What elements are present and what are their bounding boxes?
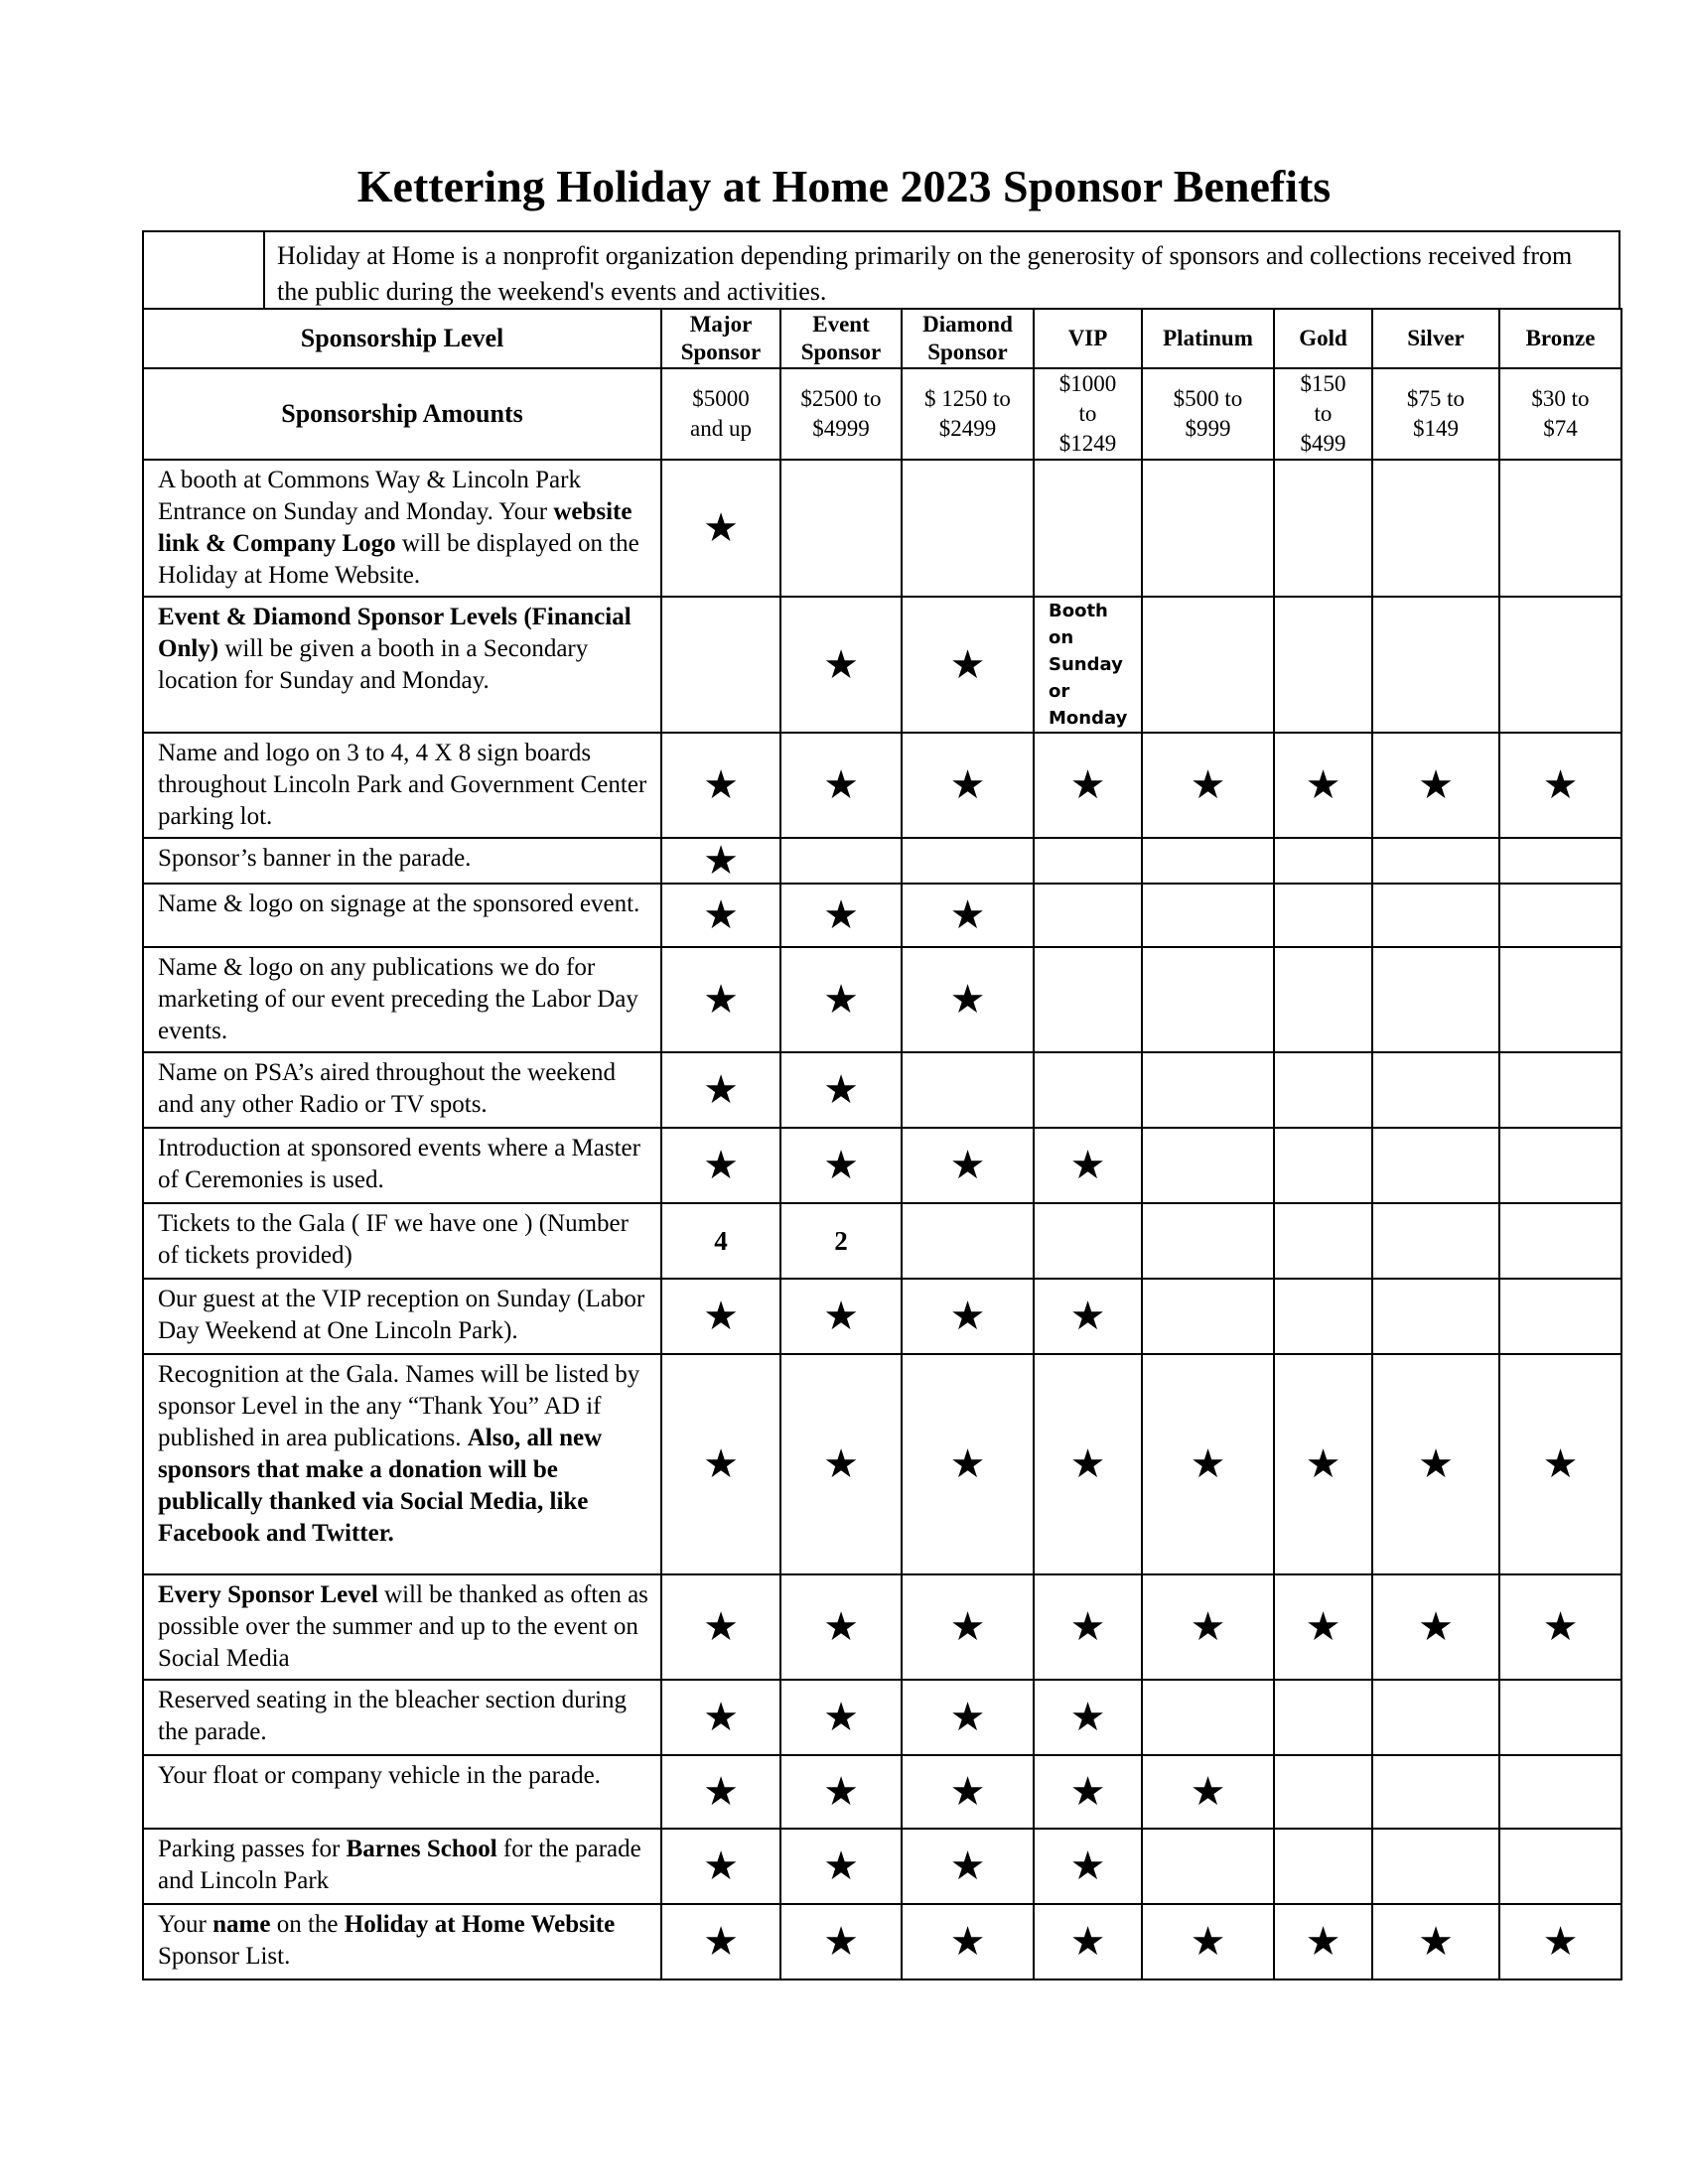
amount-text: $30 to [1531, 386, 1590, 411]
empty-cell [902, 838, 1034, 884]
empty-cell [1499, 1052, 1621, 1128]
benefit-text: on the [270, 1911, 345, 1938]
amount-text: $75 to [1406, 386, 1466, 411]
star-icon: ★ [661, 1052, 780, 1128]
star-icon: ★ [661, 1279, 780, 1354]
level-name: Bronze [1525, 326, 1596, 350]
level-header-row [143, 309, 1621, 368]
empty-cell [1142, 1279, 1274, 1354]
amount-header-0 [661, 368, 780, 460]
benefit-text: will be given a booth in a Secondary location for Sunday and Monday. [158, 635, 589, 694]
benefit-row [143, 838, 1621, 884]
empty-cell [1274, 460, 1372, 597]
benefit-description [143, 1052, 661, 1128]
level-name: VIP [1067, 326, 1108, 350]
star-icon: ★ [1372, 1904, 1499, 1979]
amount-header-7 [1499, 368, 1621, 460]
amount-text: $499 [1300, 431, 1346, 456]
empty-cell [1274, 884, 1372, 947]
benefit-text-bold: Every Sponsor Level [158, 1581, 378, 1608]
star-icon: ★ [902, 733, 1034, 838]
empty-cell [1274, 1128, 1372, 1203]
benefits-table [142, 308, 1622, 1980]
benefit-description [143, 884, 661, 947]
level-name: Gold [1299, 326, 1347, 350]
star-icon: ★ [780, 1052, 902, 1128]
benefit-description [143, 733, 661, 838]
benefit-description [143, 1904, 661, 1979]
level-name: Diamond [922, 312, 1013, 337]
empty-cell [1499, 1755, 1621, 1829]
amount-header-2 [902, 368, 1034, 460]
amount-text: $150 [1300, 371, 1346, 396]
star-icon: ★ [780, 1574, 902, 1680]
star-icon: ★ [902, 1574, 1034, 1680]
benefit-text: Sponsor’s banner in the parade. [158, 845, 472, 872]
ticket-count: 4 [661, 1203, 780, 1279]
benefit-row [143, 1829, 1621, 1904]
benefit-description [143, 460, 661, 597]
benefit-text: Your [158, 1911, 213, 1938]
star-icon: ★ [1034, 733, 1142, 838]
empty-cell [1372, 597, 1499, 733]
benefit-text: Your float or company vehicle in the parade. [158, 1762, 601, 1789]
star-icon: ★ [1034, 1279, 1142, 1354]
star-icon: ★ [1372, 1354, 1499, 1574]
benefit-description [143, 838, 661, 884]
benefit-text: Tickets to the Gala ( IF we have one ) (Number of tickets provided) [158, 1210, 629, 1269]
star-icon: ★ [780, 947, 902, 1052]
empty-cell [1372, 1829, 1499, 1904]
benefit-text: Introduction at sponsored events where a Master of Ceremonies is used. [158, 1135, 640, 1193]
benefit-text-bold: name [212, 1911, 271, 1938]
empty-cell [1274, 597, 1372, 733]
intro-blank-cell [144, 232, 265, 308]
empty-cell [1142, 460, 1274, 597]
empty-cell [1372, 1128, 1499, 1203]
empty-cell [1372, 947, 1499, 1052]
star-icon: ★ [780, 1128, 902, 1203]
level-header-5 [1274, 309, 1372, 368]
benefit-row [143, 1904, 1621, 1979]
amount-header-3 [1034, 368, 1142, 460]
benefit-row [143, 460, 1621, 597]
level-header-7 [1499, 309, 1621, 368]
benefit-text: Recognition at the Gala. Names will be listed by sponsor Level in the any “Thank You” AD if published in area publications. [158, 1361, 640, 1451]
level-name: Major [689, 312, 753, 337]
star-icon: ★ [1274, 1354, 1372, 1574]
star-icon: ★ [1034, 1128, 1142, 1203]
empty-cell [1499, 1203, 1621, 1279]
sponsorship-level-label: Sponsorship Level [143, 309, 661, 368]
benefit-text: Reserved seating in the bleacher section during the parade. [158, 1687, 628, 1745]
benefit-row [143, 884, 1621, 947]
star-icon: ★ [1034, 1680, 1142, 1755]
empty-cell [1499, 460, 1621, 597]
star-icon: ★ [1034, 1755, 1142, 1829]
star-icon: ★ [780, 597, 902, 733]
benefit-text: for the parade and Lincoln Park [158, 1836, 641, 1894]
empty-cell [1274, 1680, 1372, 1755]
benefit-description [143, 1755, 661, 1829]
star-icon: ★ [902, 1904, 1034, 1979]
star-icon: ★ [1142, 1354, 1274, 1574]
star-icon: ★ [780, 1755, 902, 1829]
star-icon: ★ [1499, 1354, 1621, 1574]
level-header-3 [1034, 309, 1142, 368]
amount-text: to [1314, 401, 1333, 426]
empty-cell [1142, 597, 1274, 733]
star-icon: ★ [1034, 1904, 1142, 1979]
level-header-2 [902, 309, 1034, 368]
star-icon: ★ [902, 1755, 1034, 1829]
star-icon: ★ [780, 733, 902, 838]
star-icon: ★ [661, 947, 780, 1052]
star-icon: ★ [902, 1279, 1034, 1354]
star-icon: ★ [780, 1279, 902, 1354]
star-icon: ★ [902, 947, 1034, 1052]
star-icon: ★ [1034, 1574, 1142, 1680]
empty-cell [1034, 947, 1142, 1052]
amount-text: $1000 [1058, 371, 1117, 396]
star-icon: ★ [902, 1128, 1034, 1203]
benefit-description [143, 1829, 661, 1904]
star-icon: ★ [1499, 733, 1621, 838]
ticket-count: 2 [780, 1203, 902, 1279]
benefit-text-bold: Also, all new sponsors that make a donation will be publically thanked via Social Media, like Facebook and Twitter. [158, 1425, 603, 1547]
empty-cell [1499, 597, 1621, 733]
star-icon: ★ [1142, 1755, 1274, 1829]
benefit-note: Booth on Sunday or Monday [1034, 597, 1142, 733]
level-name-line2: Sponsor [927, 340, 1008, 364]
amount-text: $74 [1543, 416, 1578, 441]
star-icon: ★ [661, 1680, 780, 1755]
benefit-text: will be thanked as often as possible over the summer and up to the event on Social Media [158, 1581, 648, 1672]
benefit-text: Name and logo on 3 to 4, 4 X 8 sign boards throughout Lincoln Park and Government Center parking lot. [158, 740, 647, 830]
amount-text: $999 [1185, 416, 1231, 441]
empty-cell [1499, 947, 1621, 1052]
empty-cell [1142, 1829, 1274, 1904]
amount-text: to [1078, 401, 1097, 426]
level-header-4 [1142, 309, 1274, 368]
intro-box [142, 230, 1620, 310]
empty-cell [1499, 838, 1621, 884]
empty-cell [1372, 1755, 1499, 1829]
benefit-row [143, 597, 1621, 733]
level-name-line2: Sponsor [800, 340, 882, 364]
star-icon: ★ [661, 1755, 780, 1829]
empty-cell [1499, 1128, 1621, 1203]
star-icon: ★ [780, 1680, 902, 1755]
empty-cell [1499, 1279, 1621, 1354]
empty-cell [1372, 884, 1499, 947]
benefit-row [143, 1755, 1621, 1829]
benefit-text-bold: Event & Diamond Sponsor Levels (Financial Only) [158, 604, 632, 662]
empty-cell [1274, 1829, 1372, 1904]
benefit-description [143, 1354, 661, 1574]
amount-text: and up [690, 416, 752, 441]
benefit-row [143, 1052, 1621, 1128]
empty-cell [1034, 460, 1142, 597]
star-icon: ★ [780, 1829, 902, 1904]
empty-cell [1142, 947, 1274, 1052]
benefit-description [143, 1680, 661, 1755]
star-icon: ★ [661, 1829, 780, 1904]
star-icon: ★ [661, 1128, 780, 1203]
empty-cell [902, 1203, 1034, 1279]
benefit-row [143, 1203, 1621, 1279]
amount-header-5 [1274, 368, 1372, 460]
benefit-description [143, 1128, 661, 1203]
star-icon: ★ [661, 1904, 780, 1979]
benefit-description [143, 597, 661, 733]
benefit-text-bold: Barnes School [346, 1836, 497, 1862]
star-icon: ★ [1372, 733, 1499, 838]
star-icon: ★ [1499, 1574, 1621, 1680]
empty-cell [1142, 1128, 1274, 1203]
benefit-row [143, 1574, 1621, 1680]
star-icon: ★ [1499, 1904, 1621, 1979]
level-name: Silver [1407, 326, 1465, 350]
empty-cell [780, 460, 902, 597]
benefit-text: will be displayed on the Holiday at Home Website. [158, 530, 639, 589]
empty-cell [1372, 1680, 1499, 1755]
empty-cell [1274, 1203, 1372, 1279]
intro-text: Holiday at Home is a nonprofit organization depending primarily on the generosity of sponsors and collections received from the public during the weekend's events and activities. [277, 241, 1573, 306]
star-icon: ★ [1274, 1574, 1372, 1680]
benefit-row [143, 1279, 1621, 1354]
benefit-text: Parking passes for [158, 1836, 347, 1862]
benefit-row [143, 947, 1621, 1052]
amount-text: $ 1250 to [924, 386, 1011, 411]
benefit-text: Sponsor List. [158, 1943, 291, 1970]
empty-cell [1034, 1203, 1142, 1279]
benefit-text-bold: website link & Company Logo [158, 498, 633, 557]
star-icon: ★ [902, 1829, 1034, 1904]
amount-text: $5000 [692, 386, 750, 411]
star-icon: ★ [780, 1904, 902, 1979]
star-icon: ★ [902, 884, 1034, 947]
star-icon: ★ [661, 884, 780, 947]
amount-header-4 [1142, 368, 1274, 460]
amount-text: $2499 [938, 416, 997, 441]
benefit-text: Name on PSA’s aired throughout the weekend and any other Radio or TV spots. [158, 1059, 617, 1118]
empty-cell [1034, 838, 1142, 884]
empty-cell [1372, 1203, 1499, 1279]
benefit-text: Our guest at the VIP reception on Sunday (Labor Day Weekend at One Lincoln Park). [158, 1286, 645, 1344]
empty-cell [902, 460, 1034, 597]
empty-cell [1142, 1052, 1274, 1128]
level-name: Platinum [1163, 326, 1253, 350]
empty-cell [1034, 884, 1142, 947]
empty-cell [1034, 1052, 1142, 1128]
empty-cell [1142, 838, 1274, 884]
level-header-6 [1372, 309, 1499, 368]
star-icon: ★ [780, 884, 902, 947]
sponsorship-amounts-label: Sponsorship Amounts [143, 368, 661, 460]
benefit-text-bold: Holiday at Home Website [344, 1911, 616, 1938]
benefit-row [143, 1128, 1621, 1203]
star-icon: ★ [1034, 1354, 1142, 1574]
empty-cell [1142, 1203, 1274, 1279]
empty-cell [1274, 1052, 1372, 1128]
amount-text: $2500 to [800, 386, 882, 411]
star-icon: ★ [1274, 1904, 1372, 1979]
empty-cell [1274, 1755, 1372, 1829]
empty-cell [1372, 1279, 1499, 1354]
empty-cell [1274, 947, 1372, 1052]
level-header-0 [661, 309, 780, 368]
amount-header-1 [780, 368, 902, 460]
star-icon: ★ [902, 1680, 1034, 1755]
amount-header-row [143, 368, 1621, 460]
star-icon: ★ [661, 1354, 780, 1574]
star-icon: ★ [661, 1574, 780, 1680]
star-icon: ★ [1372, 1574, 1499, 1680]
empty-cell [1274, 1279, 1372, 1354]
amount-text: $1249 [1058, 431, 1117, 456]
star-icon: ★ [902, 1354, 1034, 1574]
benefit-description [143, 1203, 661, 1279]
level-header-1 [780, 309, 902, 368]
empty-cell [1372, 460, 1499, 597]
level-name-line2: Sponsor [680, 340, 762, 364]
amount-header-6 [1372, 368, 1499, 460]
benefit-description [143, 1574, 661, 1680]
empty-cell [780, 838, 902, 884]
benefit-text: A booth at Commons Way & Lincoln Park Entrance on Sunday and Monday. Your [158, 467, 581, 525]
star-icon: ★ [1142, 733, 1274, 838]
star-icon: ★ [1142, 1574, 1274, 1680]
empty-cell [1372, 1052, 1499, 1128]
empty-cell [1499, 1680, 1621, 1755]
amount-text: $4999 [812, 416, 870, 441]
amount-text: $500 to [1173, 386, 1243, 411]
star-icon: ★ [1142, 1904, 1274, 1979]
empty-cell [1274, 838, 1372, 884]
star-icon: ★ [780, 1354, 902, 1574]
empty-cell [661, 597, 780, 733]
benefit-description [143, 1279, 661, 1354]
empty-cell [1142, 1680, 1274, 1755]
empty-cell [1499, 1829, 1621, 1904]
benefit-row [143, 733, 1621, 838]
benefit-description [143, 947, 661, 1052]
star-icon: ★ [1274, 733, 1372, 838]
page-title: Kettering Holiday at Home 2023 Sponsor Benefits [356, 161, 1332, 211]
benefit-text: Name & logo on signage at the sponsored event. [158, 890, 640, 917]
star-icon: ★ [902, 597, 1034, 733]
star-icon: ★ [661, 733, 780, 838]
star-icon: ★ [1034, 1829, 1142, 1904]
empty-cell [1142, 884, 1274, 947]
benefit-row [143, 1354, 1621, 1574]
empty-cell [1372, 838, 1499, 884]
benefit-text: Name & logo on any publications we do for marketing of our event preceding the Labor Day events. [158, 954, 638, 1044]
benefit-row [143, 1680, 1621, 1755]
star-icon: ★ [661, 460, 780, 597]
amount-text: $149 [1413, 416, 1459, 441]
level-name: Event [812, 312, 870, 337]
star-icon: ★ [661, 838, 780, 884]
empty-cell [1499, 884, 1621, 947]
empty-cell [902, 1052, 1034, 1128]
